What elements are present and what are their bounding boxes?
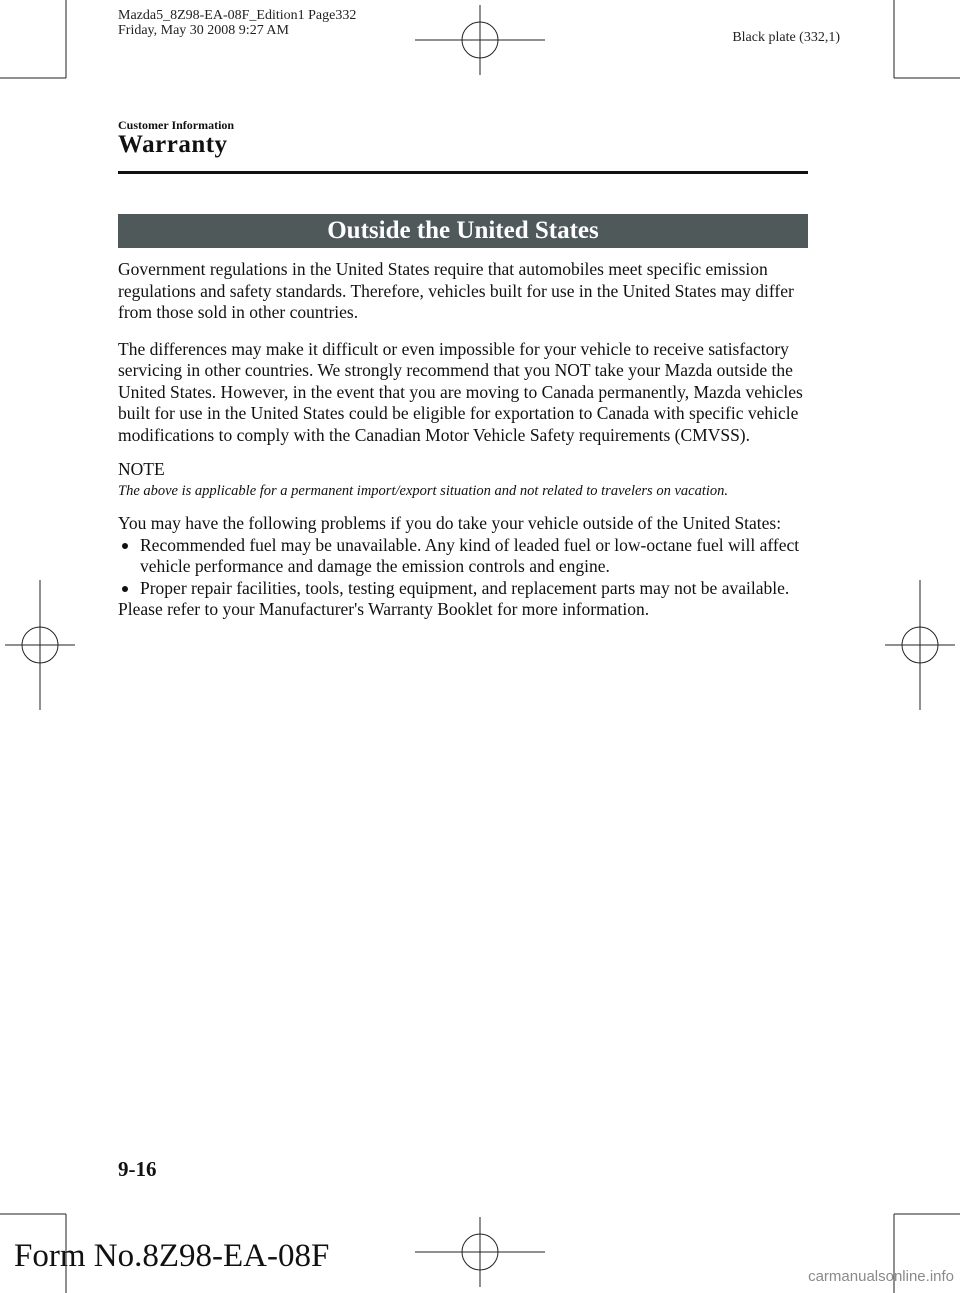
section-body <box>118 259 808 621</box>
note-title: NOTE <box>118 459 165 479</box>
list-item-text: Proper repair facilities, tools, testing equipment, and replacement parts may not be available. <box>140 577 790 598</box>
watermark-link[interactable]: carmanualsonline.info <box>808 1268 954 1285</box>
paragraph-regulations: Government regulations in the United States require that automobiles meet specific emission regulations and safety standards. Therefore, vehicles built for use in the United States may differ from those sold in other countries. <box>118 259 794 322</box>
list-item <box>118 535 808 578</box>
bullet-icon <box>122 586 128 592</box>
print-job-header <box>118 8 356 38</box>
chapter-title: Warranty <box>118 131 228 158</box>
page-number: 9-16 <box>118 1157 157 1181</box>
paragraph-problems: You may have the following problems if you do take your vehicle outside of the United States: <box>118 513 782 533</box>
print-job-line2: Friday, May 30 2008 9:27 AM <box>118 23 289 38</box>
note-block <box>118 459 808 502</box>
form-number: Form No.8Z98-EA-08F <box>14 1238 330 1274</box>
problem-list <box>118 535 808 600</box>
plate-label: Black plate (332,1) <box>732 30 840 45</box>
section-label: Customer Information <box>118 118 235 132</box>
paragraph-differences: The differences may make it difficult or even impossible for your vehicle to receive satisfactory servicing in other countries. We strongly recommend that you NOT take your Mazda outside the United States. However, in the event that you are moving to Canada permanently, Mazda vehicles built for use in the United States could be eligible for exportation to Canada with specific vehicle modifications to comply with the Canadian Motor Vehicle Safety requirements (CMVSS). <box>118 338 803 445</box>
header-rule <box>118 171 808 174</box>
paragraph-closing: Please refer to your Manufacturer's Warranty Booklet for more information. <box>118 599 650 619</box>
note-body: The above is applicable for a permanent import/export situation and not related to travelers on vacation. <box>118 483 728 499</box>
section-heading-banner <box>118 214 808 248</box>
list-item <box>118 578 808 600</box>
bullet-icon <box>122 543 128 549</box>
print-job-line1: Mazda5_8Z98-EA-08F_Edition1 Page332 <box>118 8 357 23</box>
section-heading: Outside the United States <box>327 217 599 244</box>
list-item-text: Recommended fuel may be unavailable. Any kind of leaded fuel or low-octane fuel will affect vehicle performance and damage the emission controls and engine. <box>140 534 800 576</box>
